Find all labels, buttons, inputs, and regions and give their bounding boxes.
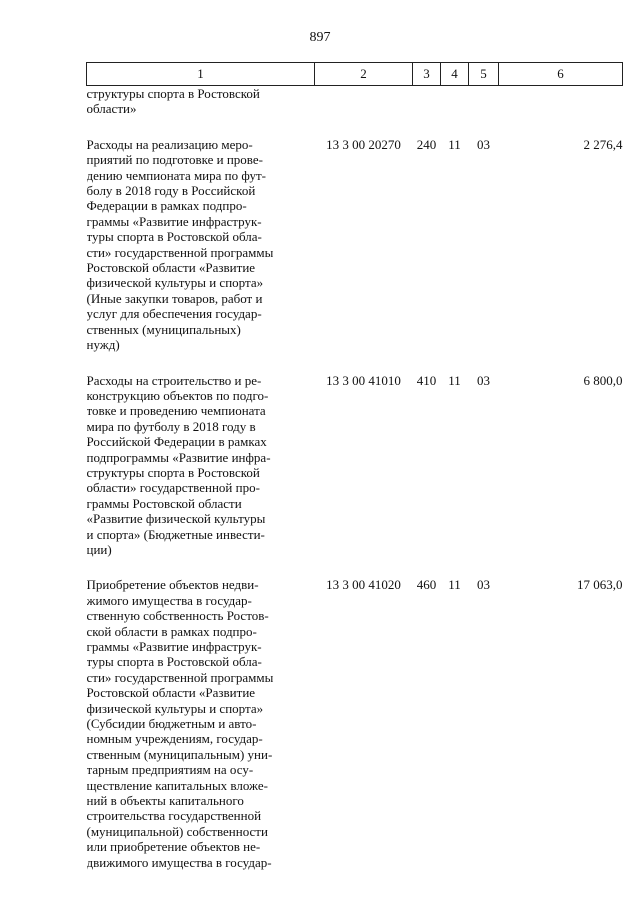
- expense-name-line: подпрограммы «Развитие инфра-: [86, 449, 271, 465]
- expense-name-line: граммы «Развитие инфраструк-: [86, 639, 262, 654]
- expense-name-line: сти» государственной программы: [86, 244, 274, 260]
- gap-cell: [413, 117, 441, 137]
- expense-name-line: Российской Федерации в рамках: [86, 434, 267, 450]
- expense-name-line: ской области в рамках подпро-: [86, 623, 257, 639]
- expense-name-cell: [87, 137, 315, 353]
- expense-name-line: и спорта» (Бюджетные инвести-: [86, 526, 265, 542]
- expense-name-line: нужд): [86, 337, 120, 353]
- expense-name-line: структуры спорта в Ростовской: [86, 86, 260, 101]
- gap-cell: [499, 353, 623, 373]
- expense-type-cell: [413, 86, 441, 117]
- gap-cell: [413, 353, 441, 373]
- expense-name-line: туры спорта в Ростовской обла-: [86, 654, 262, 670]
- expense-name-cell: [87, 577, 315, 870]
- expense-name-line: туры спорта в Ростовской обла-: [86, 229, 262, 245]
- expense-name-line: граммы «Развитие инфраструк-: [86, 213, 262, 229]
- section-cell: 11: [448, 136, 461, 152]
- expense-name-line: области»: [86, 101, 137, 117]
- expense-name-line: номным учреждениям, государ-: [86, 731, 263, 747]
- expense-name-line: (муниципальной) собственности: [86, 823, 268, 839]
- expense-name-line: физической культуры и спорта»: [86, 275, 264, 291]
- target-code-cell: 13 3 00 41020: [326, 577, 401, 593]
- gap-cell: [469, 117, 499, 137]
- subsection-cell: 03: [477, 136, 490, 152]
- expense-name-line: ственных (муниципальных): [86, 321, 241, 337]
- expense-name-line: ний в объекты капитального: [86, 793, 244, 809]
- table-row: [87, 137, 623, 353]
- target-code-cell: [315, 86, 413, 117]
- expense-name-line: товке и проведению чемпионата: [86, 403, 266, 419]
- header-col-3: 3: [413, 63, 441, 86]
- expense-name-cell: [87, 373, 315, 558]
- gap-cell: [469, 557, 499, 577]
- expense-name-line: дению чемпионата мира по фут-: [86, 167, 266, 183]
- table-row: [87, 577, 623, 870]
- budget-table: [86, 62, 623, 870]
- expense-name-line: ственным (муниципальным) уни-: [86, 746, 273, 762]
- header-col-4: 4: [441, 63, 469, 86]
- expense-name-line: Ростовской области «Развитие: [86, 685, 256, 701]
- expense-name-line: тарным предприятиям на осу-: [86, 762, 254, 778]
- header-col-6: 6: [499, 63, 623, 86]
- expense-name-line: (Субсидии бюджетным и авто-: [86, 716, 257, 732]
- header-row: [87, 63, 623, 86]
- header-col-2: 2: [315, 63, 413, 86]
- expense-name-line: Расходы на реализацию меро-: [86, 136, 253, 152]
- subsection-cell: 03: [477, 372, 490, 388]
- gap-cell: [87, 117, 315, 137]
- header-col-5: 5: [469, 63, 499, 86]
- table-row: [87, 373, 623, 558]
- row-gap: [87, 117, 623, 137]
- row-gap: [87, 557, 623, 577]
- expense-name-line: граммы Ростовской области: [86, 495, 242, 511]
- expense-name-line: структуры спорта в Ростовской: [86, 464, 260, 480]
- expense-name-line: болу в 2018 году в Российской: [86, 183, 256, 199]
- gap-cell: [413, 557, 441, 577]
- gap-cell: [87, 353, 315, 373]
- expense-name-line: (Иные закупки товаров, работ и: [86, 290, 263, 306]
- expense-name-line: приятий по подготовке и прове-: [86, 152, 263, 168]
- expense-name-line: жимого имущества в государ-: [86, 592, 252, 608]
- table-body: [87, 86, 623, 871]
- expense-name-cell: [87, 86, 315, 117]
- section-cell: 11: [448, 372, 461, 388]
- amount-cell: 6 800,0: [583, 372, 623, 388]
- expense-name-line: «Развитие физической культуры: [86, 511, 266, 527]
- gap-cell: [441, 353, 469, 373]
- expense-type-cell: 410: [416, 372, 437, 388]
- expense-name-line: или приобретение объектов не-: [86, 839, 261, 855]
- subsection-cell: 03: [477, 577, 490, 593]
- gap-cell: [315, 557, 413, 577]
- expense-name-line: конструкцию объектов по подго-: [86, 387, 269, 403]
- expense-name-line: сти» государственной программы: [86, 669, 274, 685]
- row-gap: [87, 353, 623, 373]
- header-col-1: 1: [87, 63, 315, 86]
- expense-name-line: ции): [86, 541, 112, 557]
- gap-cell: [315, 353, 413, 373]
- gap-cell: [87, 557, 315, 577]
- gap-cell: [499, 117, 623, 137]
- expense-name-line: ществление капитальных вложе-: [86, 777, 268, 793]
- gap-cell: [441, 117, 469, 137]
- expense-name-line: Ростовской области «Развитие: [86, 260, 256, 276]
- section-cell: 11: [448, 577, 461, 593]
- amount-cell: 2 276,4: [583, 136, 623, 152]
- expense-name-line: физической культуры и спорта»: [86, 700, 264, 716]
- page-number: 897: [309, 30, 331, 45]
- gap-cell: [315, 117, 413, 137]
- expense-name-line: Федерации в рамках подпро-: [86, 198, 247, 214]
- expense-name-line: Приобретение объектов недви-: [86, 577, 259, 593]
- subsection-cell: [469, 86, 499, 117]
- expense-name-line: области» государственной про-: [86, 480, 260, 496]
- gap-cell: [469, 353, 499, 373]
- expense-name-line: строительства государственной: [86, 808, 262, 824]
- target-code-cell: 13 3 00 41010: [326, 372, 401, 388]
- expense-name-line: мира по футболу в 2018 году в: [86, 418, 256, 434]
- expense-type-cell: 240: [416, 136, 437, 152]
- amount-cell: [499, 86, 623, 117]
- amount-cell: 17 063,0: [577, 577, 623, 593]
- expense-name-line: Расходы на строительство и ре-: [86, 372, 262, 388]
- target-code-cell: 13 3 00 20270: [326, 136, 401, 152]
- gap-cell: [499, 557, 623, 577]
- section-cell: [441, 86, 469, 117]
- expense-name-line: ственную собственность Ростов-: [86, 608, 269, 624]
- gap-cell: [441, 557, 469, 577]
- table-row: [87, 86, 623, 117]
- expense-name-line: услуг для обеспечения государ-: [86, 306, 262, 322]
- expense-type-cell: 460: [416, 577, 437, 593]
- expense-name-line: движимого имущества в государ-: [86, 854, 272, 870]
